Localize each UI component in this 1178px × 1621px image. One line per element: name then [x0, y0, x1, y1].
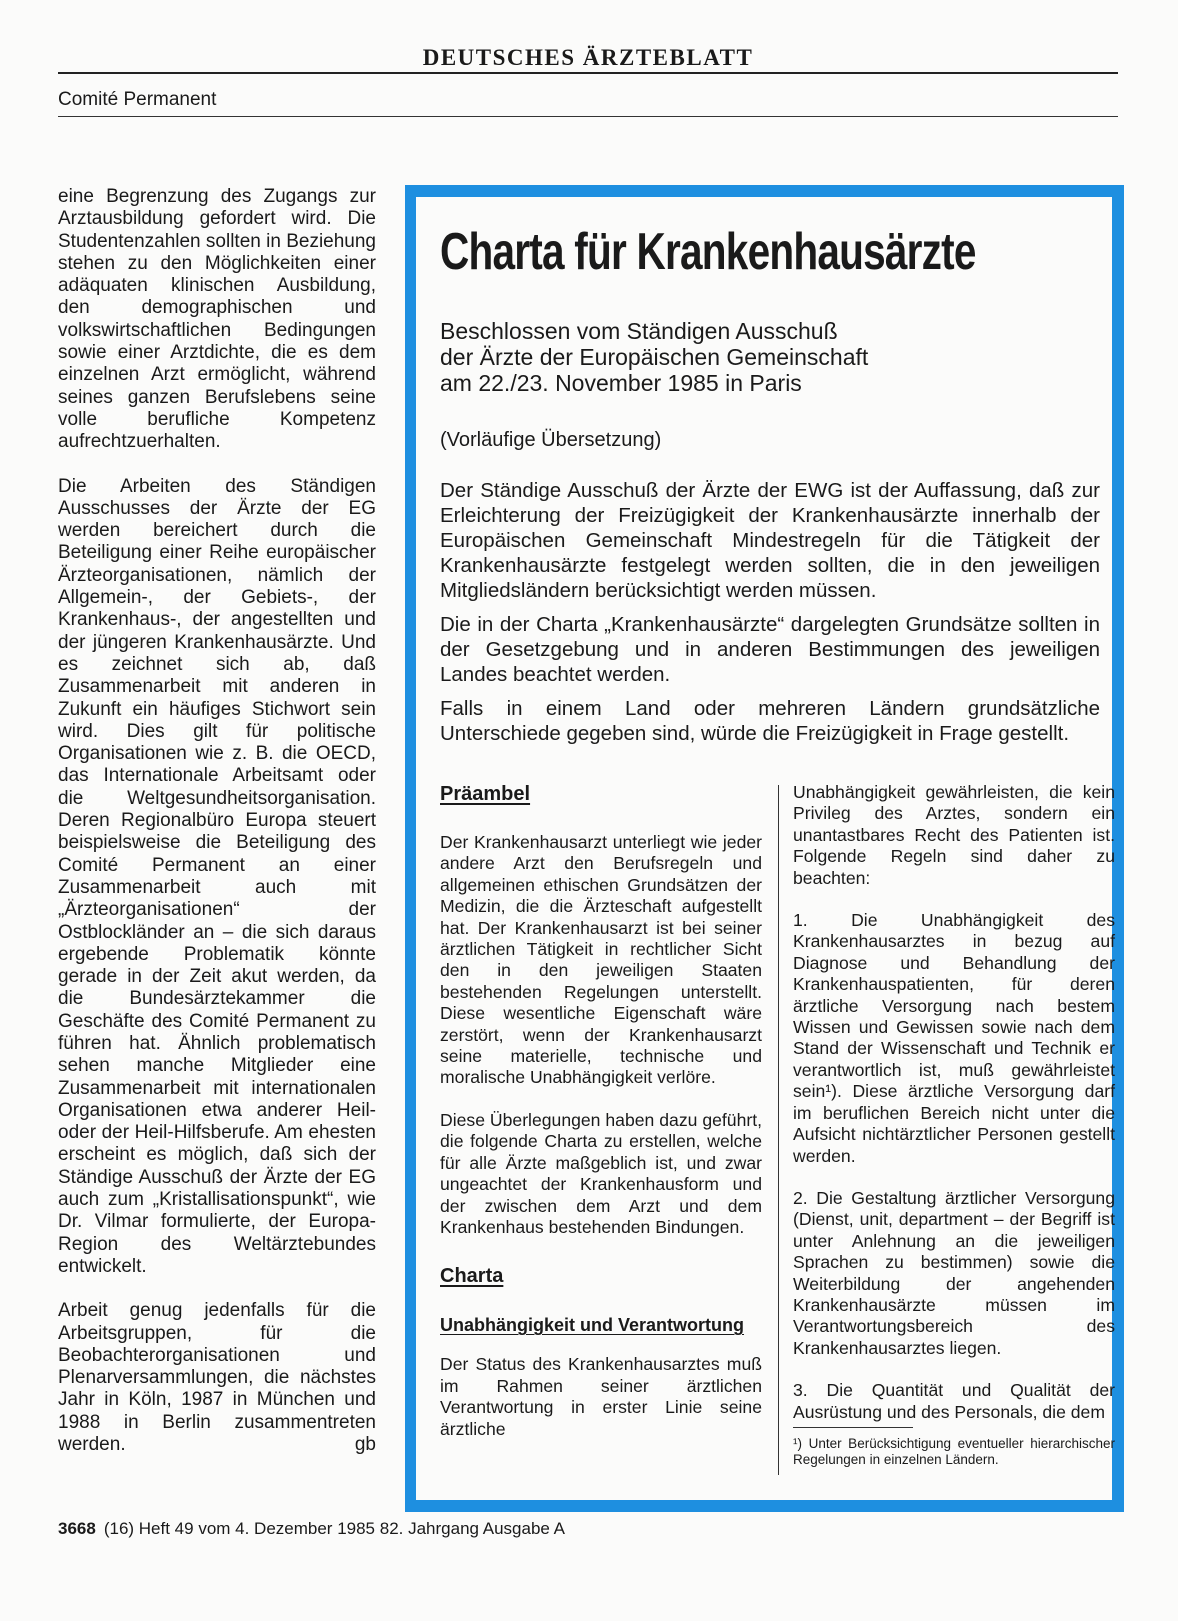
left-column	[58, 186, 376, 1478]
translation-note: (Vorläufige Übersetzung)	[440, 429, 662, 451]
footnote: ¹) Unter Berücksichtigung eventueller hierarchischer Regelungen in einzelnen Ländern.	[793, 1435, 1115, 1467]
praeambel-paragraph: Der Krankenhausarzt unterliegt wie jeder andere Arzt den Berufsregeln und allgemeinen ethischen Grundsätzen der Medizin, die die Ärzteschaft aufgestellt hat. Der Krankenhausarzt ist bei seiner ärztlichen Tätigkeit in rechtlicher Sicht den in den jeweiligen Staaten bestehenden Regelungen unterstellt. Diese wesentliche Eigenschaft wäre zerstört, wenn der Krankenhausarzt seine materielle, technische und moralische Unabhängigkeit verlöre.	[440, 832, 762, 1088]
section-label: Comité Permanent	[58, 89, 217, 110]
charta-rule-paragraph: 3. Die Quantität und Qualität der Ausrüstung und des Personals, die dem	[793, 1380, 1115, 1422]
left-paragraph: eine Begrenzung des Zugangs zur Arztausbildung gefordert wird. Die Studentenzahlen sollten in Beziehung stehen zu den Möglichkeiten einer adäquaten klinischen Ausbildung, den demographischen und volkswirtschaftlichen Bedingungen sowie einer Arztdichte, die es dem einzelnen Arzt ermöglicht, während seines ganzen Berufslebens seine volle berufliche Kompetenz aufrechtzuerhalten.	[58, 186, 376, 453]
charta-title: Charta für Krankenhausärzte	[440, 223, 976, 281]
subtitle-line: der Ärzte der Europäischen Gemeinschaft	[440, 344, 869, 370]
column-divider	[778, 785, 779, 1475]
charta-intro	[440, 478, 1100, 755]
charta-heading: Charta	[440, 1265, 504, 1288]
page-number: 3668	[58, 1519, 96, 1538]
charta-rule-paragraph: 2. Die Gestaltung ärztlicher Versorgung (Dienst, unit, department – der Begriff ist unter Anlehnung an die jeweiligen Sprachen zu bestimmen) sowie die Weiterbildung der angehenden Krankenhausärzte müssen im Verantwortungsbereich des Krankenhausarztes liegen.	[793, 1187, 1115, 1358]
intro-paragraph: Die in der Charta „Krankenhausärzte“ dargelegten Grundsätze sollten in der Gesetzgebung und in anderen Bestimmungen des jeweiligen Landes beachtet werden.	[440, 613, 1100, 686]
charta-column-right	[793, 782, 1115, 1489]
left-paragraph-text: Arbeit genug jedenfalls für die Arbeitsgruppen, für die Beobachterorganisationen und Plenarversammlungen, die nächstes Jahr in Köln, 1987 in München und 1988 in Berlin zusammentreten werden.	[58, 1300, 376, 1456]
charta-column-left	[440, 782, 762, 1461]
section-rule	[58, 116, 1118, 117]
footnote-rule	[793, 1427, 913, 1428]
author-signature: gb	[354, 1434, 376, 1456]
header-rule	[58, 72, 1118, 74]
praeambel-heading: Präambel	[440, 783, 531, 805]
subtitle-line: Beschlossen vom Ständigen Ausschuß	[440, 318, 838, 344]
praeambel-paragraph: Diese Überlegungen haben dazu geführt, die folgende Charta zu erstellen, welche für alle Ärzte maßgeblich ist, und zwar ungeachtet der Krankenhausform und der zwischen dem Arzt und dem Krankenhaus bestehenden Bindungen.	[440, 1109, 762, 1237]
left-paragraph	[58, 1300, 376, 1456]
left-paragraph: Die Arbeiten des Ständigen Ausschusses der Ärzte der EG werden bereichert durch die Beteiligung einer Reihe europäischer Ärzteorganisationen, nämlich der Allgemein-, der Gebiets-, der Krankenhaus-, der angestellten und der jüngeren Krankenhausärzte. Und es zeichnet sich ab, daß Zusammenarbeit mit anderen in Zukunft ein häufiges Stichwort sein wird. Dies gilt für politische Organisationen wie z. B. die OECD, das Internationale Arbeitsamt oder die Weltgesundheitsorganisation. Deren Regionalbüro Europa steuert beispielsweise die Beteiligung des Comité Permanent an einer Zusammenarbeit auch mit „Ärzteorganisationen“ der Ostblockländer an – die sich daraus ergebende Problematik könnte gerade in der Zeit akut werden, da die Bundesärztekammer die Geschäfte des Comité Permanent zu führen hat. Ähnlich problematisch sehen manche Mitglieder eine Zusammenarbeit mit internationalen Organisationen etwa anderer Heil- oder der Heil-Hilfsberufe. Am ehesten erscheint es möglich, daß sich der Ständige Ausschuß der Ärzte der EG auch zum „Kristallisationspunkt“, wie Dr. Vilmar formulierte, der Europa-Region des Weltärztebundes entwickelt.	[58, 475, 376, 1277]
page-footer	[58, 1518, 565, 1540]
charta-paragraph: Der Status des Krankenhausarztes muß im Rahmen seiner ärztlichen Verantwortung in erster Linie seine ärztliche	[440, 1354, 762, 1439]
charta-rule-paragraph: Unabhängigkeit gewährleisten, die kein Privileg des Arztes, sondern ein unantastbares Recht des Patienten ist. Folgende Regeln sind daher zu beachten:	[793, 782, 1115, 888]
issue-info: (16) Heft 49 vom 4. Dezember 1985 82. Jahrgang Ausgabe A	[103, 1519, 566, 1538]
charta-rule-paragraph: 1. Die Unabhängigkeit des Krankenhausarztes in bezug auf Diagnose und Behandlung der Krankenhauspatienten, für deren ärztliche Versorgung nach bestem Wissen und Gewissen sowie nach dem Stand der Wissenschaft und Technik er verantwortlich ist, muß gewährleistet sein¹). Diese ärztliche Versorgung darf im beruflichen Bereich nicht unter die Aufsicht nichtärztlicher Personen gestellt werden.	[793, 910, 1115, 1166]
intro-paragraph: Der Ständige Ausschuß der Ärzte der EWG ist der Auffassung, daß zur Erleichterung der Freizügigkeit der Krankenhausärzte innerhalb der Europäischen Gemeinschaft Mindestregeln für die Tätigkeit der Krankenhausärzte festgelegt werden sollten, die in den jeweiligen Mitgliedsländern berücksichtigt werden müssen.	[440, 479, 1100, 602]
subtitle-line: am 22./23. November 1985 in Paris	[440, 370, 802, 396]
charta-subheading: Unabhängigkeit und Verantwortung	[440, 1315, 745, 1336]
charta-subtitle	[440, 318, 1080, 396]
masthead: DEUTSCHES ÄRZTEBLATT	[422, 45, 754, 70]
intro-paragraph: Falls in einem Land oder mehreren Ländern grundsätzliche Unterschiede gegeben sind, würde die Freizügigkeit in Frage gestellt.	[440, 697, 1100, 745]
